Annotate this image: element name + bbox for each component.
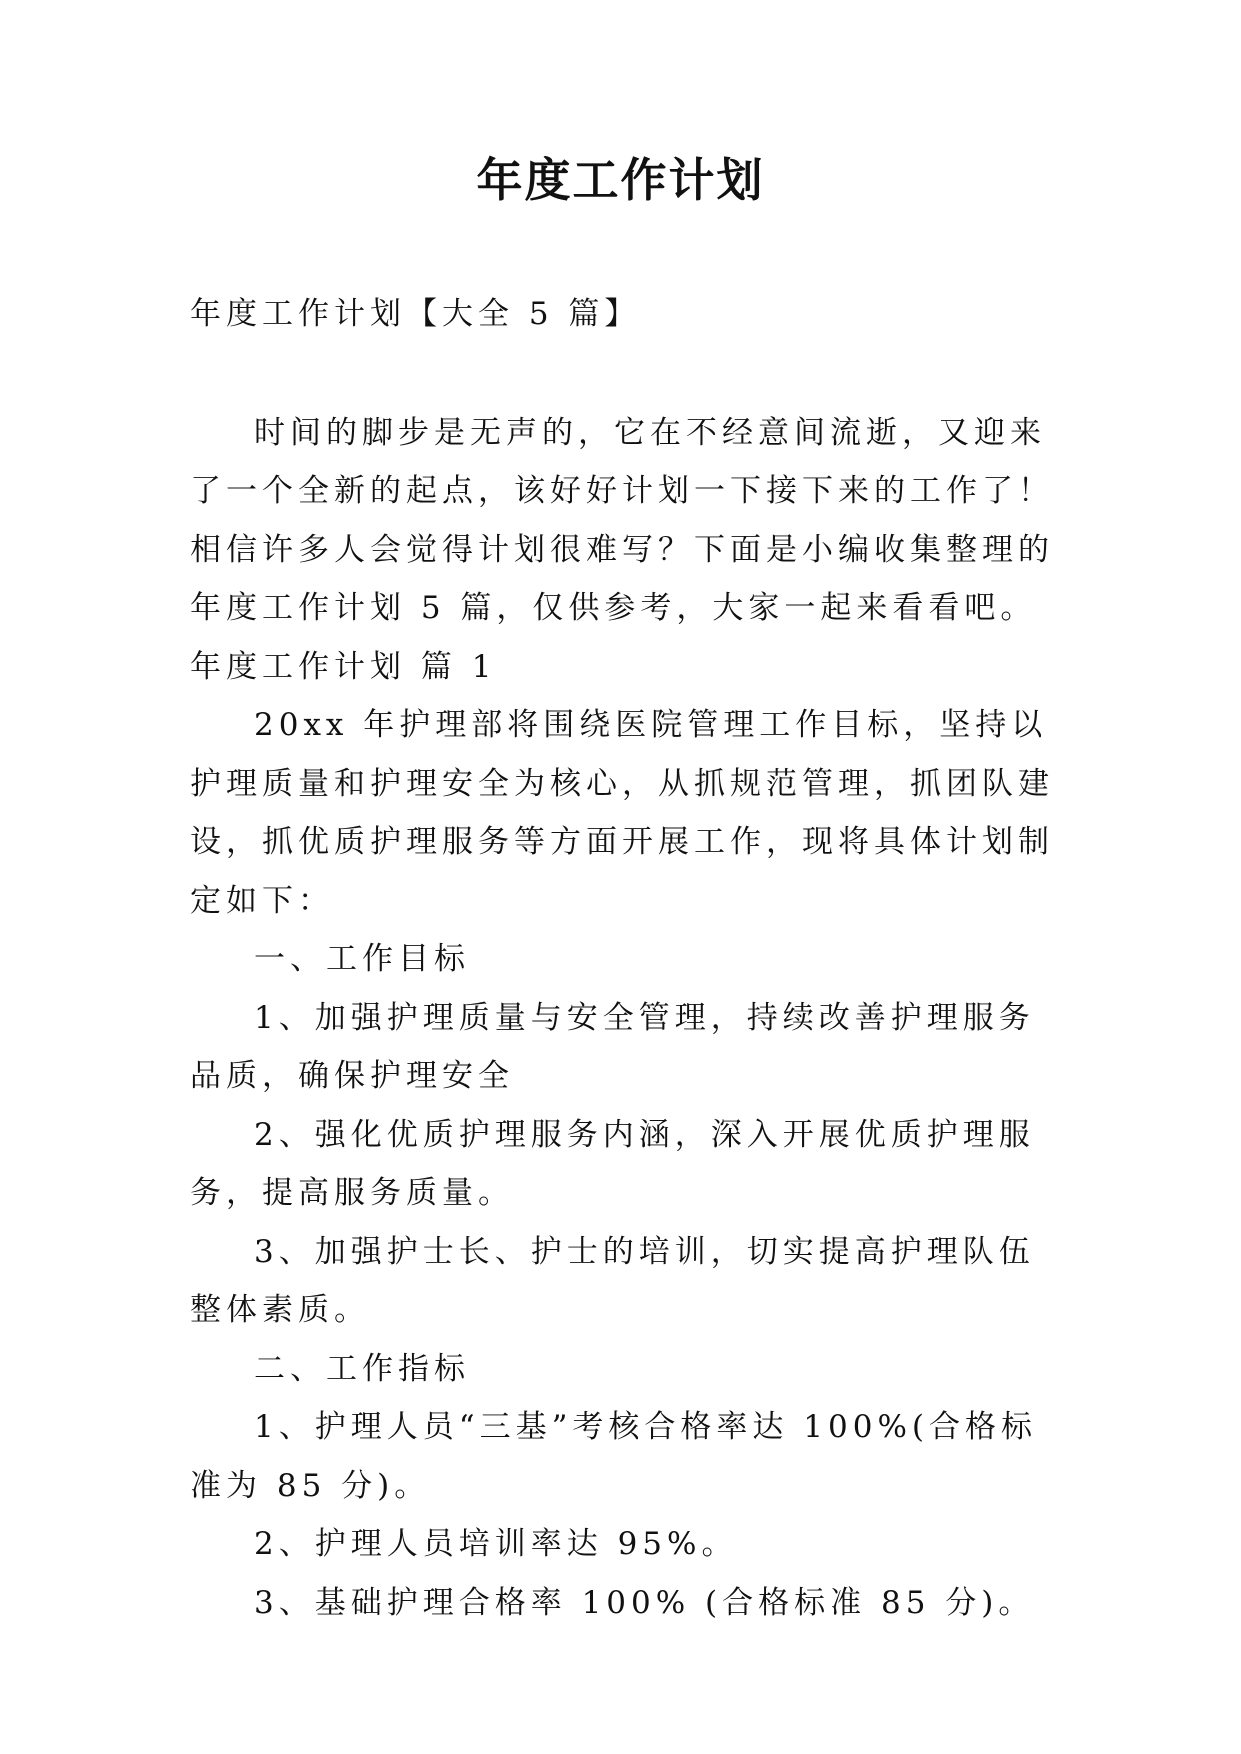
paragraph-overview: 20xx 年护理部将围绕医院管理工作目标，坚持以护理质量和护理安全为核心，从抓规范管理，抓团队建设，抓优质护理服务等方面开展工作，现将具体计划制定如下： xyxy=(190,707,1054,919)
section-heading: 年度工作计划 篇 1 xyxy=(190,648,497,685)
heading-work-indicators: 二、工作指标 xyxy=(254,1350,470,1387)
indicator-item-3: 3、基础护理合格率 100% (合格标准 85 分)。 xyxy=(254,1584,1035,1621)
indicator-item-2: 2、护理人员培训率达 95%。 xyxy=(254,1526,738,1562)
goal-item-2: 2、强化优质护理服务内涵，深入开展优质护理服务，提高服务质量。 xyxy=(190,1116,1035,1211)
document-body xyxy=(190,285,1060,1632)
goal-item-3: 3、加强护士长、护士的培训，切实提高护理队伍整体素质。 xyxy=(190,1233,1035,1328)
heading-work-goals: 一、工作目标 xyxy=(254,941,470,977)
intro-paragraph: 时间的脚步是无声的，它在不经意间流逝，又迎来了一个全新的起点，该好好计划一下接下来的工作了！相信许多人会觉得计划很难写？下面是小编收集整理的年度工作计划 5 篇，仅供参考，大家一起来看看吧。 xyxy=(190,414,1054,626)
document-subtitle: 年度工作计划【大全 5 篇】 xyxy=(190,296,641,332)
goal-item-1: 1、加强护理质量与安全管理，持续改善护理服务品质，确保护理安全 xyxy=(190,999,1035,1094)
indicator-item-1: 1、护理人员“三基”考核合格率达 100%(合格标准为 85 分)。 xyxy=(190,1409,1037,1504)
document-title: 年度工作计划 xyxy=(476,153,765,207)
